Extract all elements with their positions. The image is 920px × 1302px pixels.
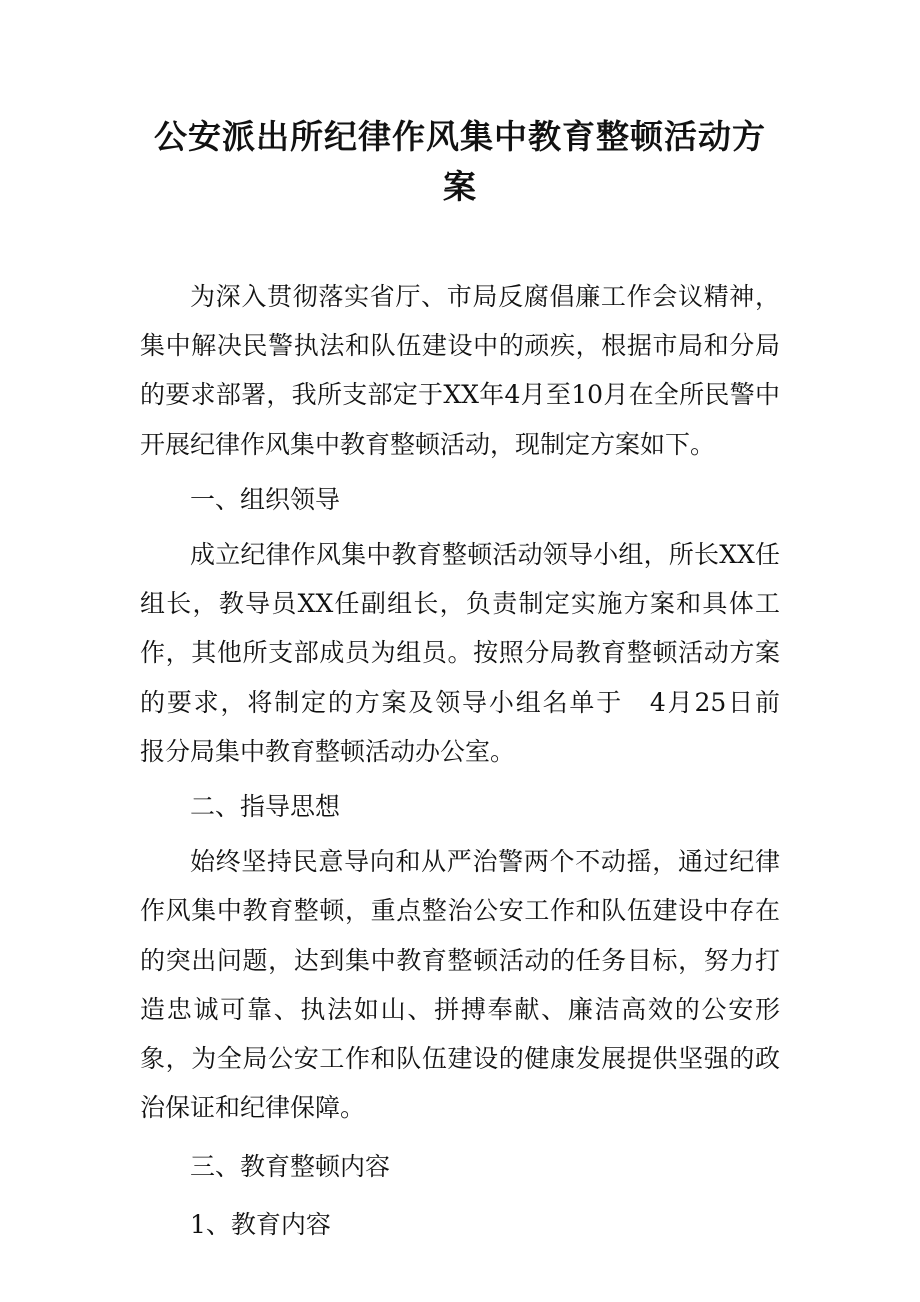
- document-title: 公安派出所纪律作风集中教育整顿活动方案: [154, 117, 766, 206]
- organization-paragraph: 成立纪律作风集中教育整顿活动领导小组，所长XX任组长，教导员XX任副组长，负责制定实施方案和具体工作，其他所支部成员为组员。按照分局教育整顿活动方案的要求，将制定的方案及领导小组名单于 4月25日前 报分局集中教育整顿活动办公室。: [140, 540, 806, 766]
- guiding-ideology-paragraph: 始终坚持民意导向和从严治警两个不动摇，通过纪律作风集中教育整顿，重点整治公安工作和队伍建设中存在的突出问题，达到集中教育整顿活动的任务目标，努力打造忠诚可靠、执法如山、拼搏奉献、廉洁高效的公安形象，为全局公安工作和队伍建设的健康发展提供坚强的政治保证和纪律保障。: [140, 847, 780, 1123]
- document-body: [140, 272, 806, 1249]
- intro-paragraph: 为深入贯彻落实省厅、市局反腐倡廉工作会议精神，集中解决民警执法和队伍建设中的顽疾，根据市局和分局的要求部署，我所支部定于XX年4月至10月在全所民警中开展纪律作风集中教育整顿活动，现制定方案如下。: [140, 282, 780, 459]
- section-heading-guiding-ideology: 二、指导思想: [190, 792, 341, 822]
- section-heading-rectification-content: 三、教育整顿内容: [190, 1152, 391, 1182]
- section-heading-organization: 一、组织领导: [190, 484, 341, 514]
- subsection-heading-education-content: 1、教育内容: [190, 1209, 331, 1239]
